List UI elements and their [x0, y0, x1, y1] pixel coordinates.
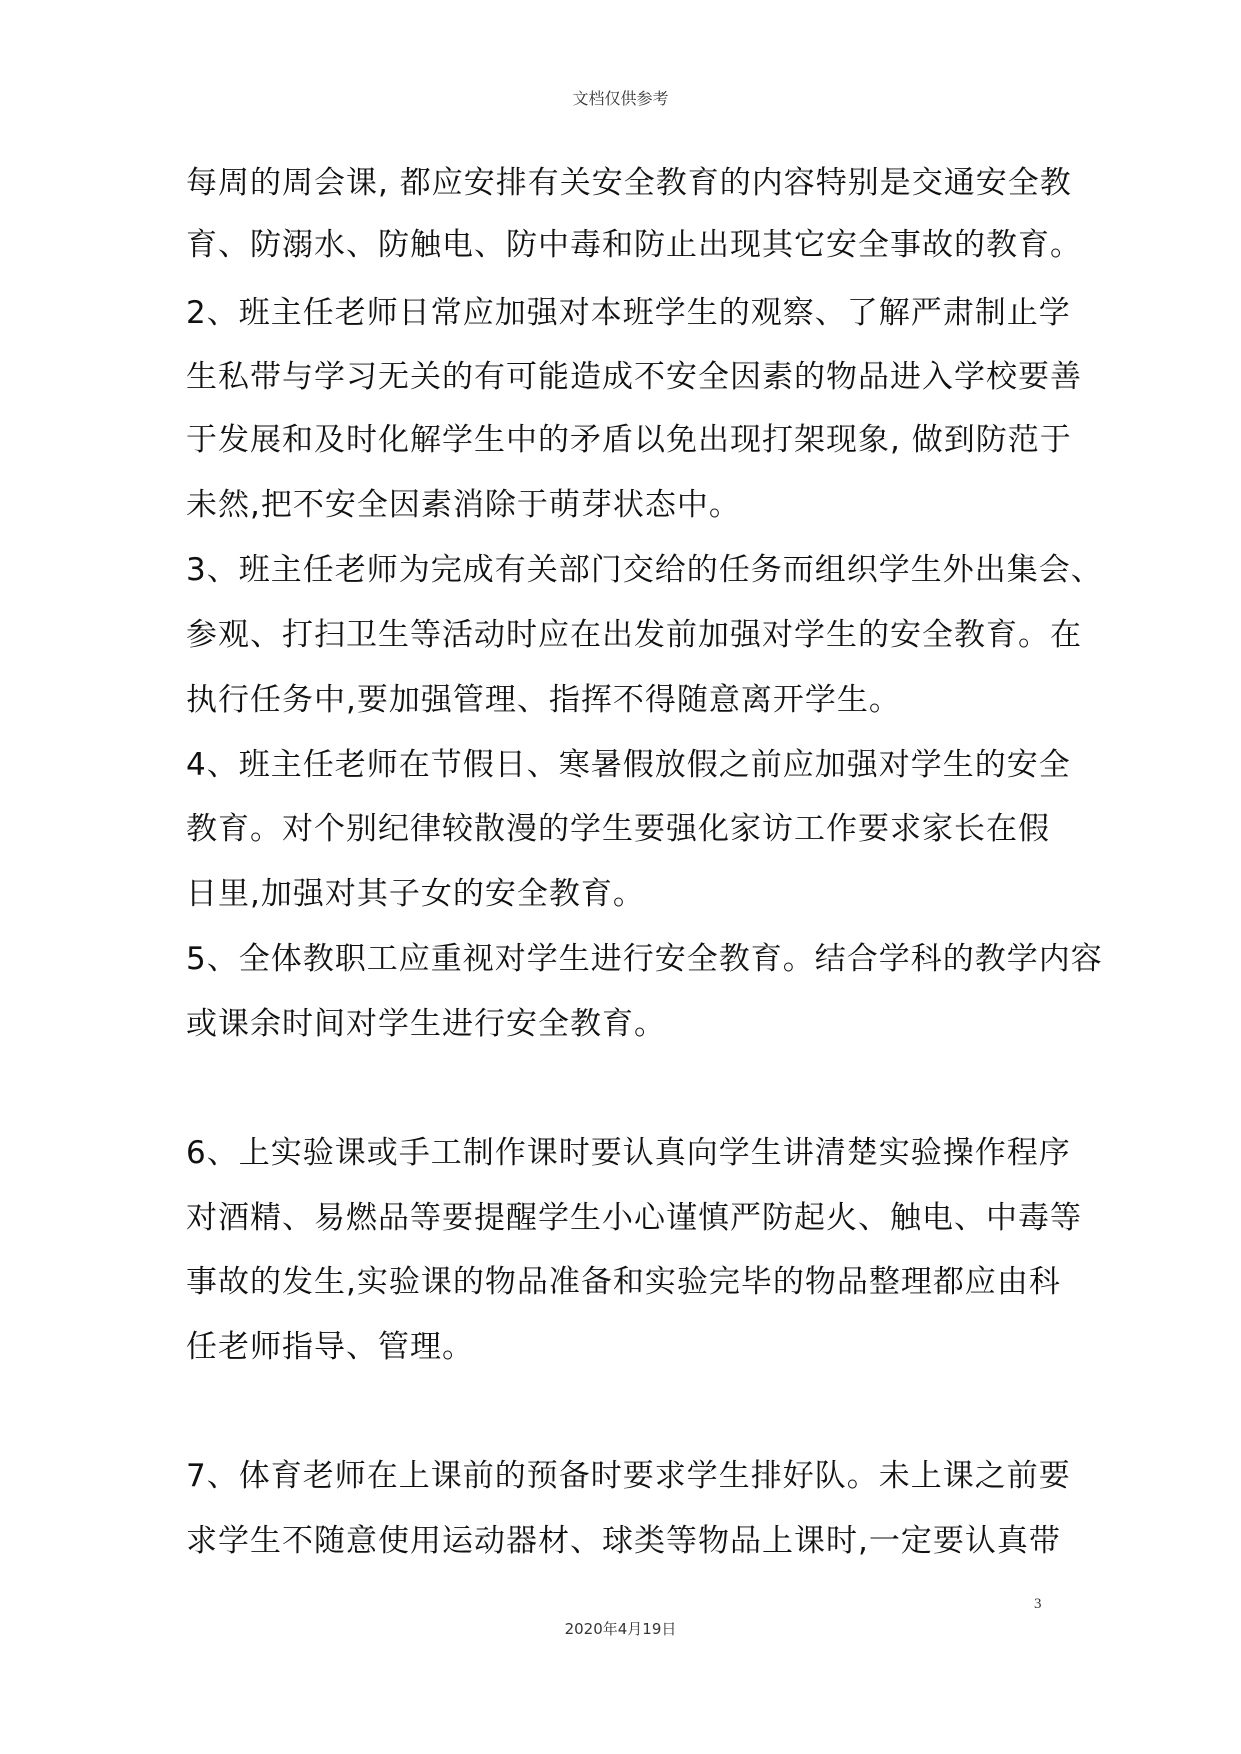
paragraph-line: 任老师指导、管理。 — [186, 1329, 474, 1365]
paragraph-line: 对酒精、易燃品等要提醒学生小心谨慎严防起火、触电、中毒等 — [186, 1200, 1082, 1236]
paragraph-line: 未然,把不安全因素消除于萌芽状态中。 — [186, 487, 741, 523]
page-number: 3 — [1034, 1596, 1042, 1612]
footer-date: 2020年4月19日 — [564, 1620, 677, 1638]
paragraph-line: 执行任务中,要加强管理、指挥不得随意离开学生。 — [186, 682, 901, 718]
paragraph-line: 日里,加强对其子女的安全教育。 — [186, 876, 645, 912]
paragraph-line: 参观、打扫卫生等活动时应在出发前加强对学生的安全教育。在 — [186, 617, 1082, 653]
paragraph-line: 于发展和及时化解学生中的矛盾以免出现打架现象, 做到防范于 — [186, 422, 1072, 458]
paragraph-line: 3、班主任老师为完成有关部门交给的任务而组织学生外出集会、 — [186, 552, 1103, 588]
paragraph-line: 生私带与学习无关的有可能造成不安全因素的物品进入学校要善 — [186, 359, 1082, 395]
paragraph-line: 6、上实验课或手工制作课时要认真向学生讲清楚实验操作程序 — [186, 1135, 1071, 1171]
paragraph-line: 每周的周会课, 都应安排有关安全教育的内容特别是交通安全教 — [186, 165, 1072, 201]
paragraph-line: 5、全体教职工应重视对学生进行安全教育。结合学科的教学内容 — [186, 941, 1103, 977]
paragraph-line: 2、班主任老师日常应加强对本班学生的观察、了解严肃制止学 — [186, 295, 1071, 331]
page-header: 文档仅供参考 — [572, 89, 669, 108]
paragraph-line: 育、防溺水、防触电、防中毒和防止出现其它安全事故的教育。 — [186, 227, 1082, 263]
paragraph-line: 4、班主任老师在节假日、寒暑假放假之前应加强对学生的安全 — [186, 747, 1071, 783]
paragraph-line: 事故的发生,实验课的物品准备和实验完毕的物品整理都应由科 — [186, 1264, 1061, 1300]
paragraph-line: 教育。对个别纪律较散漫的学生要强化家访工作要求家长在假 — [186, 811, 1050, 847]
paragraph-line: 7、体育老师在上课前的预备时要求学生排好队。未上课之前要 — [186, 1458, 1071, 1494]
paragraph-line: 求学生不随意使用运动器材、球类等物品上课时,一定要认真带 — [186, 1523, 1061, 1559]
paragraph-line: 或课余时间对学生进行安全教育。 — [186, 1006, 666, 1042]
